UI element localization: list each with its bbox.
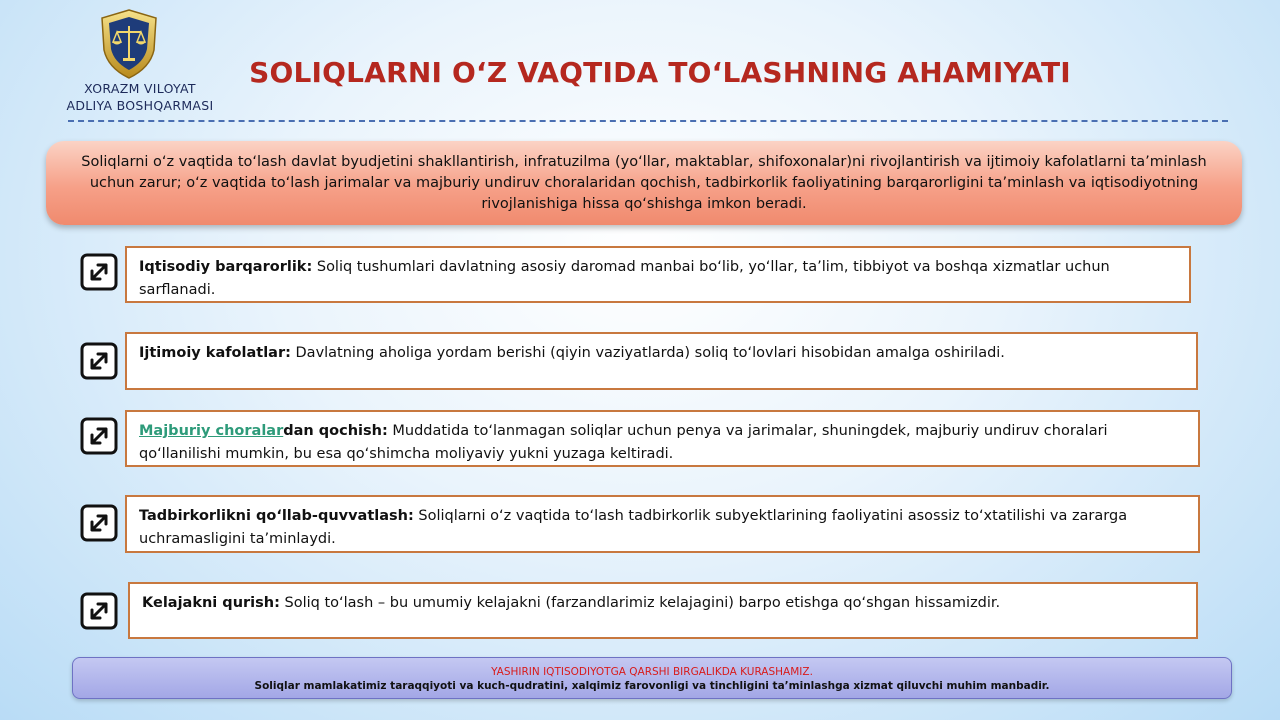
item-text: Muddatida to‘lanmagan soliqlar uchun penya va jarimalar, shuningdek, majburiy undiruv choralari qo‘llanilishi mumkin, bu esa qo‘shimcha moliyaviy yukni yuzaga keltiradi. [139, 423, 1108, 462]
expand-arrows-icon [80, 342, 118, 380]
organization-name [55, 80, 225, 114]
intro-panel [46, 141, 1242, 225]
org-line-2: ADLIYA BOSHQARMASI [66, 98, 214, 113]
item-title: Tadbirkorlikni qo‘llab-quvvatlash: [139, 508, 414, 524]
item-economic-stability [125, 246, 1191, 303]
item-avoid-enforcement [125, 410, 1200, 467]
expand-arrows-icon [80, 592, 118, 630]
expand-arrows-icon [80, 253, 118, 291]
item-business-support [125, 495, 1200, 553]
majburiy-choralar-link[interactable]: Majburiy choralar [139, 423, 284, 439]
item-text: Soliq tushumlari davlatning asosiy daromad manbai bo‘lib, yo‘llar, ta’lim, tibbiyot va boshqa xizmatlar uchun sarflanadi. [139, 259, 1110, 298]
item-building-future [128, 582, 1198, 639]
item-title: Ijtimoiy kafolatlar: [139, 345, 291, 361]
footer-banner [72, 657, 1232, 699]
item-text: Soliqlarni o‘z vaqtida to‘lash tadbirkorlik subyektlarining faoliyatini asossiz to‘xtatilishi va zararga uchramasligini ta’minlaydi. [139, 508, 1128, 547]
header-divider [68, 120, 1228, 122]
expand-arrows-icon [80, 417, 118, 455]
justice-shield-emblem-icon [98, 8, 160, 80]
item-title: Kelajakni qurish: [142, 595, 280, 611]
footer-text: Soliqlar mamlakatimiz taraqqiyoti va kuch-qudratini, xalqimiz farovonligi va tinchligini ta’minlashga xizmat qiluvchi muhim manbadir. [254, 680, 1050, 692]
page-title: SOLIQLARNI O‘Z VAQTIDA TO‘LASHNING AHAMIYATI [249, 56, 1071, 89]
footer-slogan: YASHIRIN IQTISODIYOTGA QARSHI BIRGALIKDA KURASHAMIZ. [491, 666, 813, 678]
item-text: Soliq to‘lash – bu umumiy kelajakni (farzandlarimiz kelajagini) barpo etishga qo‘shgan hissamizdir. [279, 595, 1001, 611]
intro-text: Soliqlarni o‘z vaqtida to‘lash davlat byudjetini shakllantirish, infratuzilma (yo‘llar, maktablar, shifoxonalar)ni rivojlantirish va ijtimoiy kafolatlarni ta’minlash uchun zarur; o‘z vaqtida to‘lash jarimalar va majburiy undiruv choralaridan qochish, tadbirkorlik faoliyatining barqarorligini ta’minlash va iqtisodiyotning rivojlanishiga hissa qo‘shishga imkon beradi. [81, 153, 1207, 212]
item-text: Davlatning aholiga yordam berishi (qiyin vaziyatlarda) soliq to‘lovlari hisobidan amalga oshiriladi. [290, 345, 1005, 361]
item-social-guarantees [125, 332, 1198, 390]
expand-arrows-icon [80, 504, 118, 542]
org-line-1: XORAZM VILOYAT [84, 81, 196, 96]
item-title: dan qochish: [283, 423, 388, 439]
item-title: Iqtisodiy barqarorlik: [139, 259, 313, 275]
